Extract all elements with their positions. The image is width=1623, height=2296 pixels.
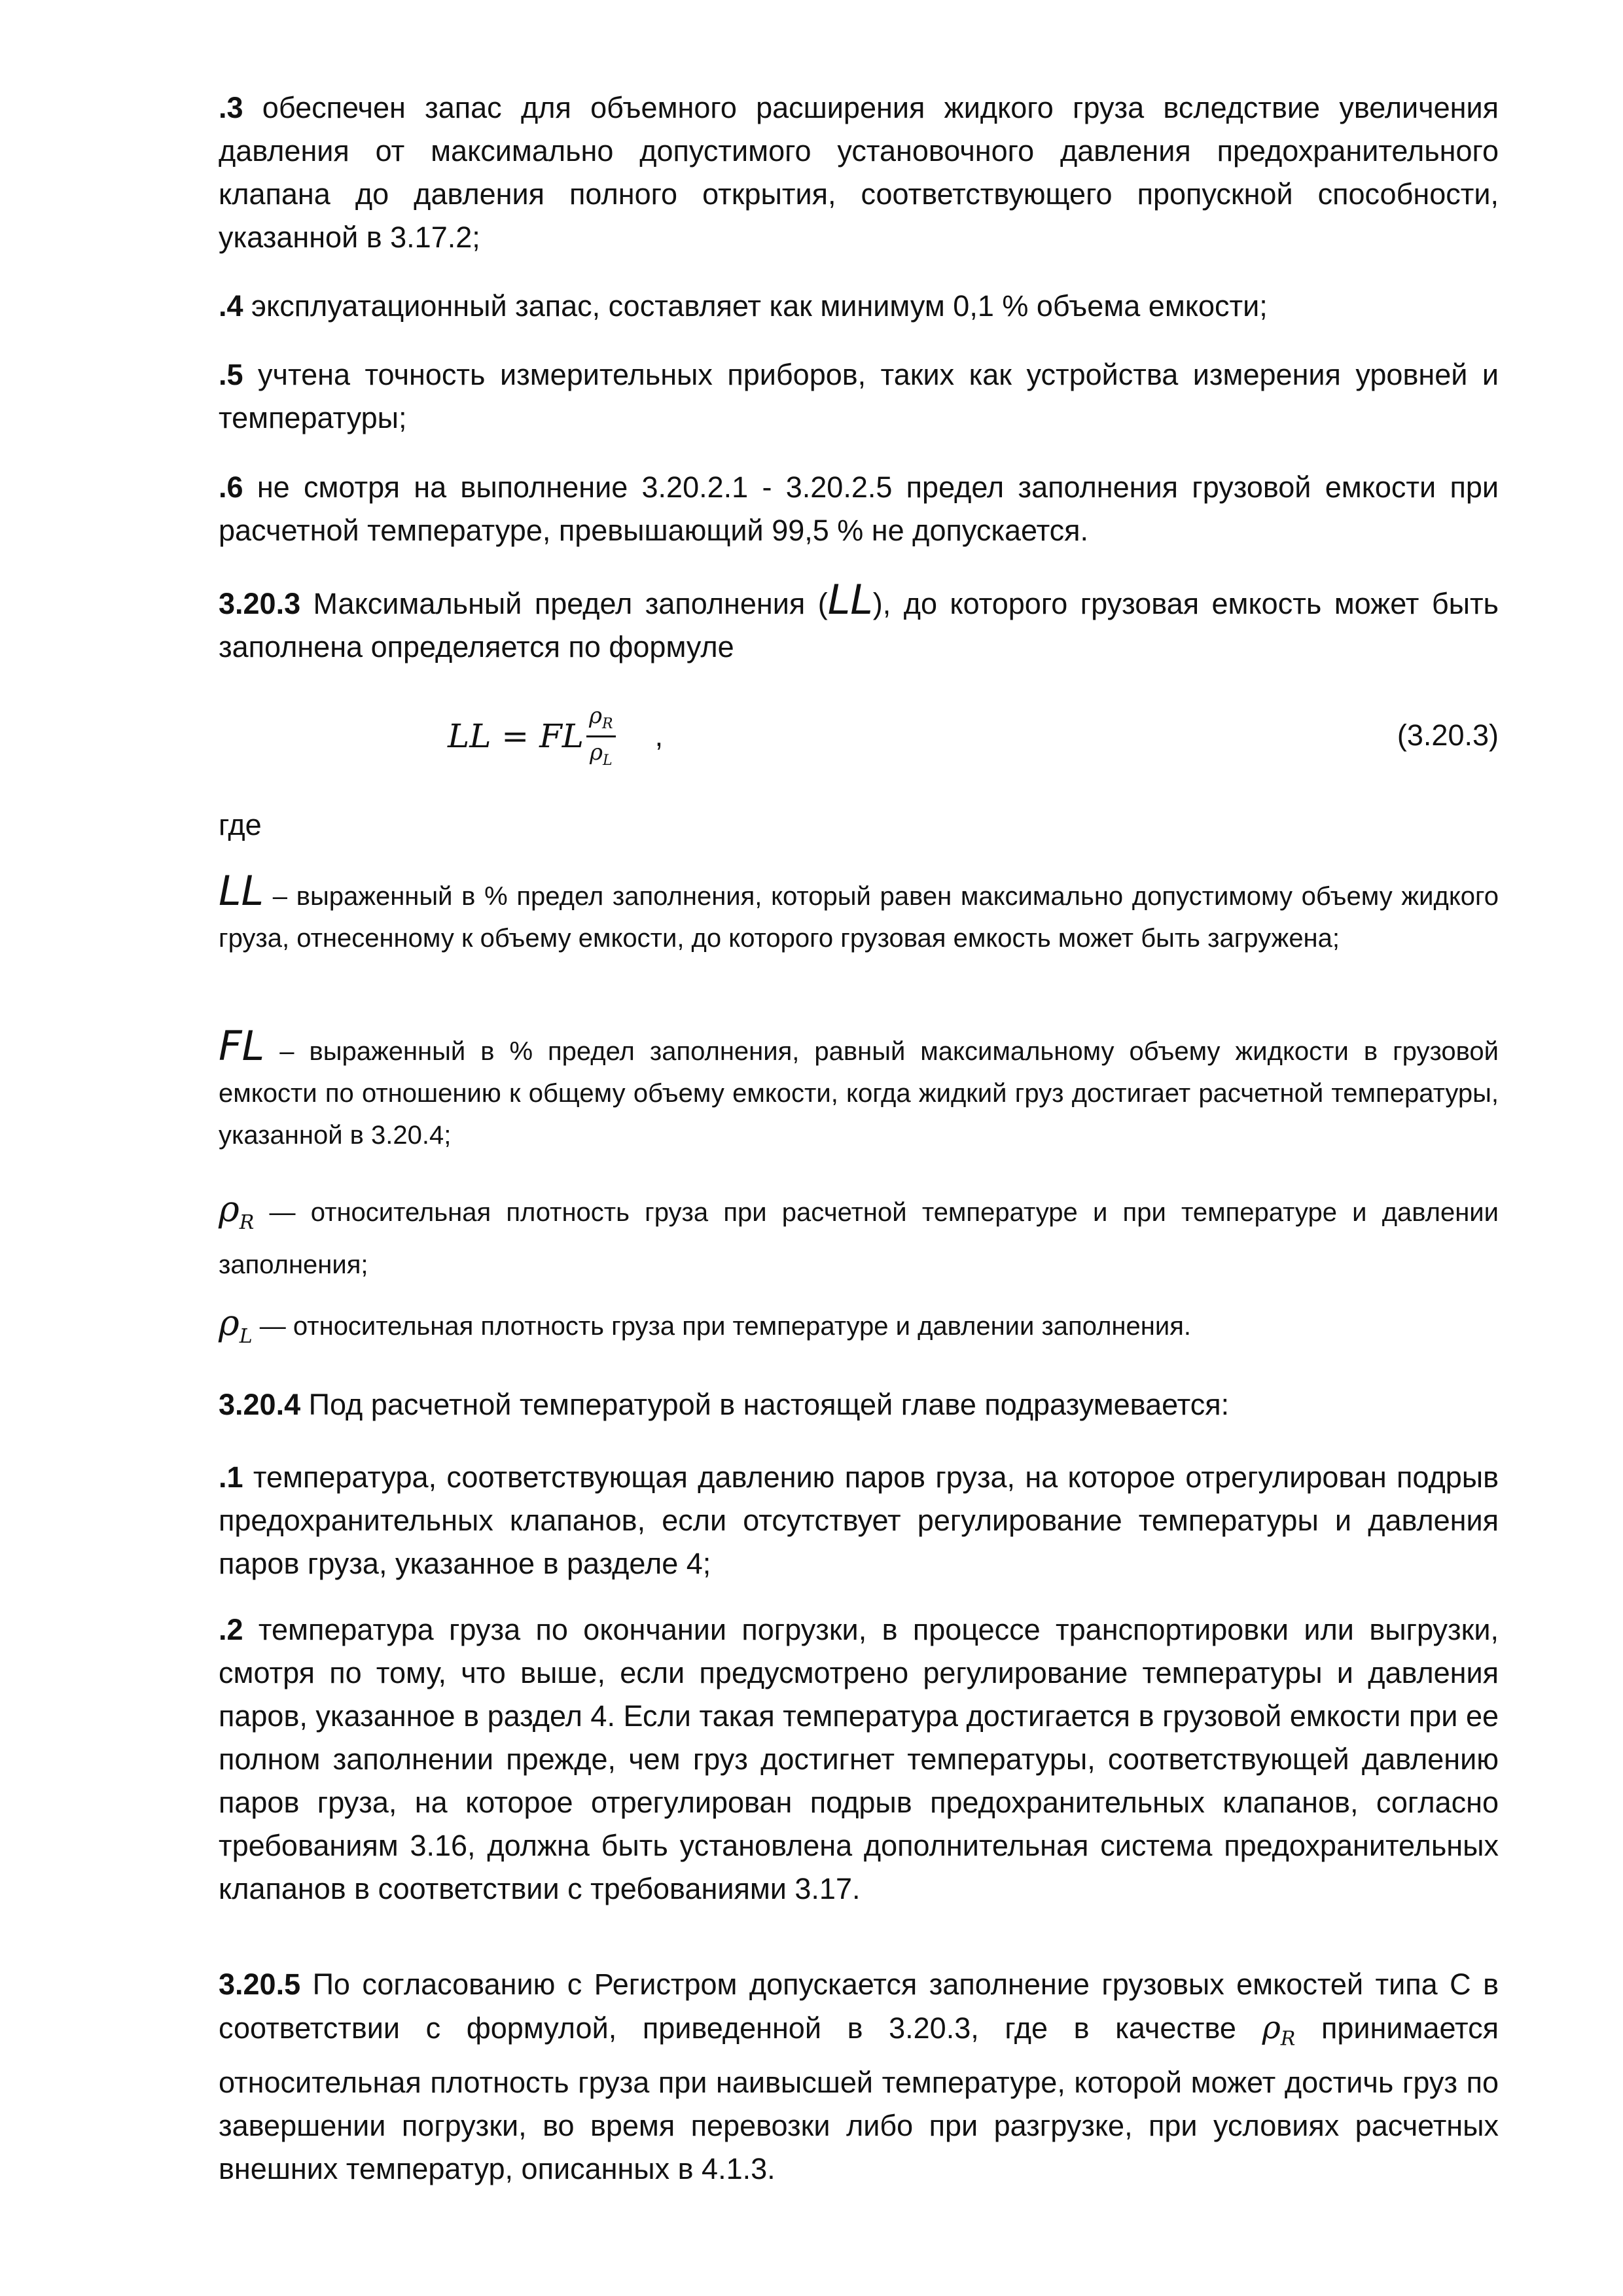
rho-sub: L (239, 1324, 253, 1348)
rho-base: ρ (219, 1188, 240, 1229)
definition-ll (219, 867, 1499, 959)
rho-base: ρ (219, 1302, 240, 1343)
denominator-base: ρ (589, 739, 603, 766)
definition-text: – выраженный в % предел заполнения, который равен максимально допустимому объему жидкого груза, отнесенному к объему емкости, до которого грузовая емкость может быть загружена; (219, 882, 1499, 953)
section-text-a: Максимальный предел заполнения ( (300, 587, 828, 620)
symbol-rho-r (1262, 2009, 1296, 2051)
where-label: где (219, 808, 262, 841)
section-number: 3.20.5 (219, 1968, 301, 2001)
item-2 (219, 1608, 1499, 1911)
symbol-fl: FL (219, 1022, 265, 1070)
definition-text: – выраженный в % предел заполнения, равный максимальному объему жидкости в грузовой емкости по отношению к общему объему емкости, когда жидкий груз достигает расчетной температуры, указанной в 3.20.4; (219, 1037, 1499, 1150)
section-text: Под расчетной температурой в настоящей главе подразумевается: (300, 1388, 1230, 1421)
paragraph-5 (219, 353, 1499, 440)
definition-dash: — (254, 1198, 296, 1227)
numerator-base: ρ (588, 702, 602, 729)
numerator-sub: R (601, 715, 613, 732)
rho-sub: R (239, 1210, 255, 1234)
paragraph-3 (219, 86, 1499, 259)
formula-row (219, 694, 1499, 792)
fraction-denominator (590, 737, 613, 768)
formula-lhs: LL = FL (448, 717, 584, 755)
rho-sub: R (1280, 2027, 1296, 2051)
section-3-20-4 (219, 1383, 1499, 1426)
definition-dash: — (252, 1312, 286, 1341)
paragraph-6 (219, 466, 1499, 552)
item-text: температура, соответствующая давлению паров груза, на которое отрегулирован подрыв предохранительных клапанов, если отсутствует регулирование температуры и давления паров груза, указанное в разделе 4; (219, 1460, 1499, 1580)
section-3-20-3 (219, 578, 1499, 669)
definition-rho-r (219, 1188, 1499, 1286)
equation-number: (3.20.3) (1397, 718, 1499, 752)
paragraph-text: не смотря на выполнение 3.20.2.1 - 3.20.2.5 предел заполнения грузовой емкости при расчетной температуре, превышающий 99,5 % не допускается. (219, 470, 1499, 547)
item-number: .5 (219, 358, 243, 391)
section-number: 3.20.4 (219, 1388, 301, 1421)
section-text-b: ), до которого грузовая емкость может быть заполнена определяется по формуле (219, 587, 1499, 663)
section-text-a: По согласованию с Регистром допускается заполнение грузовых емкостей типа С в соответствии с формулой, приведенной в 3.20.3, где в качестве (219, 1968, 1499, 2045)
definition-fl (219, 1022, 1499, 1156)
item-number: .2 (219, 1613, 243, 1646)
rho-base: ρ (1262, 2009, 1281, 2046)
item-number: .1 (219, 1460, 243, 1494)
formula-comma: , (654, 719, 664, 752)
paragraph-4 (219, 285, 1499, 328)
symbol-rho-l (219, 1302, 253, 1348)
item-text: температура груза по окончании погрузки, в процессе транспортировки или выгрузки, смотря по тому, что выше, если предусмотрено регулирование температуры и давления паров, указанное в раздел 4. Если такая температура достигается в грузовой емкости при ее полном заполнении прежде, чем груз достигнет температуры, соответствующей давлению паров груза, на которое отрегулирован подрыв предохранительных клапанов, согласно требованиям 3.16, должна быть установлена дополнительная система предохранительных клапанов в соответствии с требованиями 3.17. (219, 1613, 1499, 1905)
formula-fraction (586, 702, 616, 769)
formula (448, 694, 663, 779)
item-number: .3 (219, 91, 243, 124)
section-3-20-5 (219, 1963, 1499, 2191)
paragraph-text: учтена точность измерительных приборов, таких как устройства измерения уровней и температуры; (219, 358, 1499, 434)
symbol-ll: LL (827, 576, 873, 624)
definition-rho-l (219, 1302, 1499, 1358)
item-1 (219, 1456, 1499, 1585)
section-number: 3.20.3 (219, 587, 301, 620)
item-number: .6 (219, 470, 243, 504)
item-number: .4 (219, 289, 243, 323)
definition-text: относительная плотность груза при расчетной температуре и при температуре и давлении заполнения; (219, 1198, 1499, 1279)
fraction-numerator (586, 702, 616, 737)
section-text-b: принимается относительная плотность груза при наивысшей температуре, которой может достичь груз по завершении погрузки, во время перевозки либо при разгрузке, при условиях расчетных внешних температур, описанных в 4.1.3. (219, 2011, 1499, 2185)
symbol-ll: LL (219, 867, 264, 915)
paragraph-text: обеспечен запас для объемного расширения жидкого груза вследствие увеличения давления от максимально допустимого установочного давления предохранительного клапана до давления полного открытия, соответствующего пропускной способности, указанной в 3.17.2; (219, 91, 1499, 254)
denominator-sub: L (602, 752, 613, 769)
symbol-rho-r (219, 1188, 255, 1234)
paragraph-text: эксплуатационный запас, составляет как минимум 0,1 % объема емкости; (243, 289, 1268, 323)
definition-text: относительная плотность груза при температуре и давлении заполнения. (285, 1312, 1191, 1341)
